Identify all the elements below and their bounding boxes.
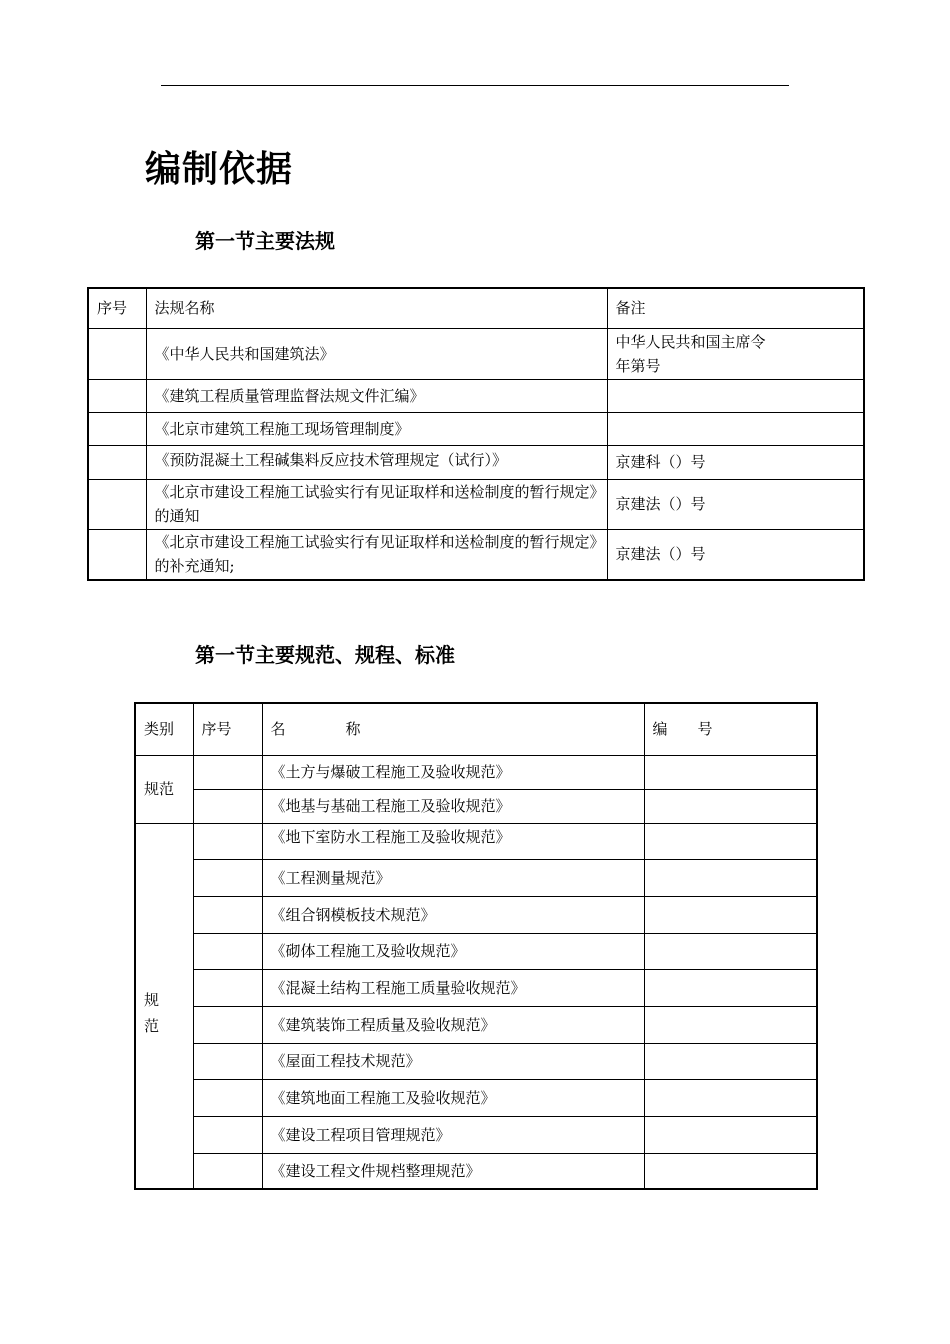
section-title-laws: 第一节主要法规	[195, 229, 335, 253]
law-note-line: 年第号	[615, 356, 661, 375]
header-note: 备注	[607, 288, 864, 328]
header-name: 名 称	[262, 703, 644, 755]
row-index	[88, 529, 146, 580]
row-index	[88, 479, 146, 529]
law-name: 《预防混凝土工程碱集料反应技术管理规定（试行）》	[146, 445, 607, 479]
row-index	[193, 1043, 262, 1079]
standard-name: 《地下室防水工程施工及验收规范》	[262, 823, 644, 859]
standard-code	[644, 1153, 817, 1189]
table-row	[135, 755, 817, 789]
standard-name: 《建设工程文件规档整理规范》	[262, 1153, 644, 1189]
standard-code	[644, 1043, 817, 1079]
table-row	[135, 896, 817, 933]
law-note	[607, 412, 864, 445]
table-row	[135, 933, 817, 969]
law-note	[607, 379, 864, 412]
standard-code	[644, 789, 817, 823]
standard-name: 《组合钢模板技术规范》	[262, 896, 644, 933]
header-name: 法规名称	[146, 288, 607, 328]
standard-code	[644, 969, 817, 1006]
row-index	[193, 1153, 262, 1189]
row-index	[193, 823, 262, 859]
row-index	[193, 755, 262, 789]
row-index	[193, 859, 262, 896]
row-index	[88, 379, 146, 412]
standard-name: 《地基与基础工程施工及验收规范》	[262, 789, 644, 823]
table-row	[135, 1043, 817, 1079]
standard-code	[644, 1116, 817, 1153]
standard-name: 《土方与爆破工程施工及验收规范》	[262, 755, 644, 789]
header-index: 序号	[193, 703, 262, 755]
law-note: 京建法（）号	[607, 479, 864, 529]
standards-table	[134, 702, 818, 1190]
row-index	[193, 1006, 262, 1043]
law-name: 《北京市建设工程施工试验实行有见证取样和送检制度的暂行规定》的补充通知;	[146, 529, 607, 580]
row-index	[193, 969, 262, 1006]
table-row	[88, 412, 864, 445]
law-note: 京建法（）号	[607, 529, 864, 580]
row-index	[193, 789, 262, 823]
law-name: 《中华人民共和国建筑法》	[146, 328, 607, 379]
table-header-row	[88, 288, 864, 328]
category-cell: 规范	[135, 755, 193, 823]
standard-name: 《建设工程项目管理规范》	[262, 1116, 644, 1153]
table-row	[135, 859, 817, 896]
row-index	[193, 933, 262, 969]
row-index	[193, 1116, 262, 1153]
table-row	[135, 969, 817, 1006]
table-row	[88, 328, 864, 379]
header-index: 序号	[88, 288, 146, 328]
standard-code	[644, 896, 817, 933]
table-row	[88, 379, 864, 412]
row-index	[193, 1079, 262, 1116]
table-row	[88, 445, 864, 479]
standard-name: 《屋面工程技术规范》	[262, 1043, 644, 1079]
table-row	[135, 789, 817, 823]
standard-code	[644, 823, 817, 859]
law-note: 京建科（）号	[607, 445, 864, 479]
law-name: 《北京市建设工程施工试验实行有见证取样和送检制度的暂行规定》的通知	[146, 479, 607, 529]
header-category: 类别	[135, 703, 193, 755]
standard-name: 《建筑地面工程施工及验收规范》	[262, 1079, 644, 1116]
standard-code	[644, 859, 817, 896]
standard-code	[644, 1079, 817, 1116]
standard-name: 《建筑装饰工程质量及验收规范》	[262, 1006, 644, 1043]
table-row	[88, 479, 864, 529]
table-row	[88, 529, 864, 580]
row-index	[88, 445, 146, 479]
standard-name: 《混凝土结构工程施工质量验收规范》	[262, 969, 644, 1006]
document-title: 编制依据	[145, 149, 294, 190]
table-row	[135, 1116, 817, 1153]
row-index	[88, 328, 146, 379]
standard-name: 《工程测量规范》	[262, 859, 644, 896]
table-header-row	[135, 703, 817, 755]
standard-code	[644, 1006, 817, 1043]
table-row	[135, 1153, 817, 1189]
standard-code	[644, 933, 817, 969]
standard-code	[644, 755, 817, 789]
table-row	[135, 1006, 817, 1043]
laws-table	[87, 287, 865, 581]
standard-name: 《砌体工程施工及验收规范》	[262, 933, 644, 969]
law-note-line: 中华人民共和国主席令	[615, 332, 766, 351]
category-cell	[135, 823, 193, 1189]
header-code: 编 号	[644, 703, 817, 755]
header-rule	[161, 85, 789, 86]
section-title-standards: 第一节主要规范、规程、标准	[195, 643, 455, 667]
table-row	[135, 823, 817, 859]
law-name: 《北京市建筑工程施工现场管理制度》	[146, 412, 607, 445]
row-index	[88, 412, 146, 445]
law-note	[607, 328, 864, 379]
row-index	[193, 896, 262, 933]
table-row	[135, 1079, 817, 1116]
category-label-vertical: 规范	[144, 990, 160, 1035]
law-name: 《建筑工程质量管理监督法规文件汇编》	[146, 379, 607, 412]
